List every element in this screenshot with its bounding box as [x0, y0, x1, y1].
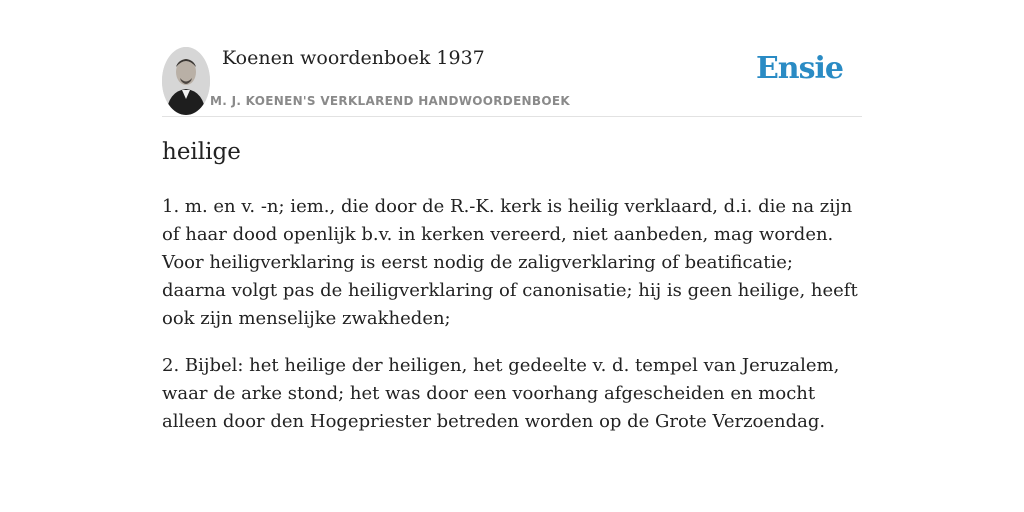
portrait-drawing — [162, 47, 210, 115]
book-subtitle: M. J. KOENEN'S VERKLAREND HANDWOORDENBOEK — [210, 94, 570, 108]
definition-item: 2. Bijbel: het heilige der heiligen, het gedeelte v. d. tempel van Jeruzalem, waar de arke stond; het was door een voorhang afgescheiden en mocht alleen door den Hogepriester betreden worden op de Grote Verzoendag. — [162, 355, 840, 432]
page-container — [162, 0, 862, 432]
dictionary-header — [162, 0, 862, 117]
book-title[interactable]: Koenen woordenboek 1937 — [222, 47, 485, 69]
ensie-logo-link[interactable]: Ensie — [755, 51, 843, 86]
definition-list — [162, 193, 862, 455]
author-portrait-icon[interactable] — [162, 47, 210, 115]
definition-item: 1. m. en v. -n; iem., die door de R.-K. kerk is heilig verklaard, d.i. die na zijn of haar dood openlijk b.v. in kerken vereerd, niet aanbeden, mag worden. Voor heiligverklaring is eerst nodig de zaligverklaring of beatificatie; daarna volgt pas de heiligverklaring of canonisatie; hij is geen heilige, heeft ook zijn menselijke zwakheden; — [162, 196, 858, 329]
entry-title: heilige — [162, 139, 241, 165]
